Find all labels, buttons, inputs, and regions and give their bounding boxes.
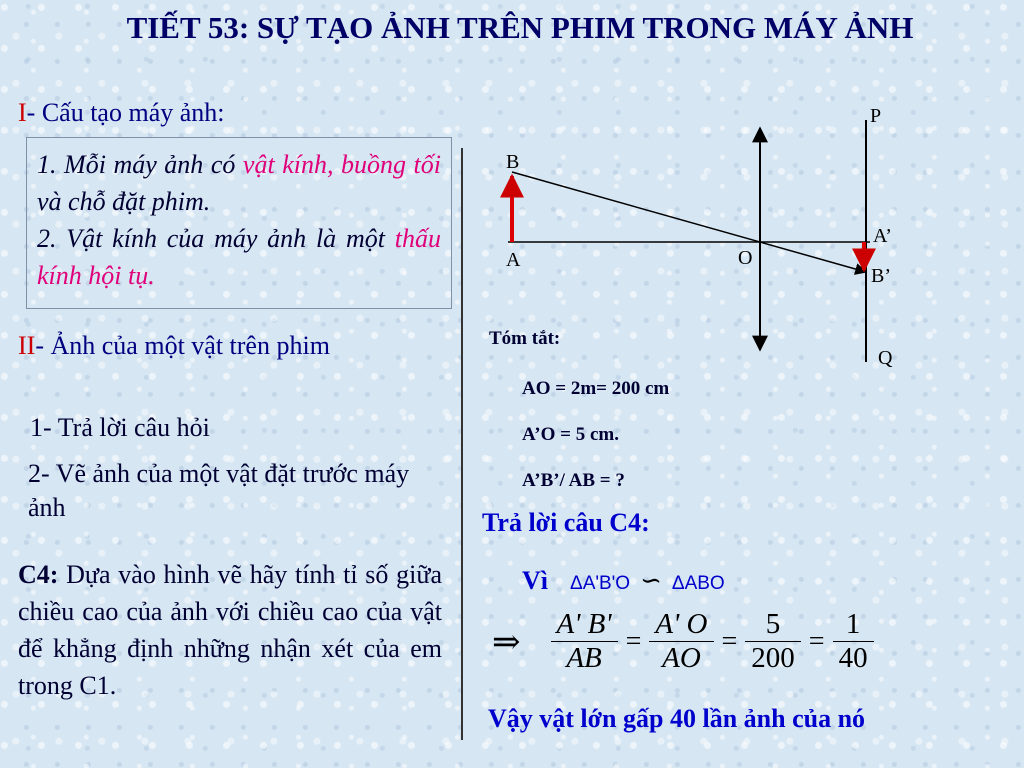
fraction-denominator: AB bbox=[566, 642, 602, 674]
box-statement-2 bbox=[37, 220, 441, 294]
implies-symbol: ⇒ bbox=[492, 623, 521, 661]
light-ray bbox=[512, 172, 866, 272]
label-B-prime: B’ bbox=[871, 265, 891, 287]
fraction-denominator: AO bbox=[662, 642, 701, 674]
section-1-text: - Cấu tạo máy ảnh: bbox=[26, 98, 225, 127]
fraction-distances bbox=[649, 608, 713, 675]
fraction-denominator: 200 bbox=[751, 642, 795, 674]
column-divider bbox=[461, 148, 463, 740]
fraction-numerator: 5 bbox=[745, 608, 801, 642]
section-1-heading bbox=[18, 96, 225, 130]
fraction-numerator: A' O bbox=[649, 608, 713, 642]
label-Q: Q bbox=[878, 347, 893, 369]
equals-sign: = bbox=[625, 625, 642, 657]
box-text: và chỗ đặt phim. bbox=[37, 187, 211, 216]
summary-line-2: A’O = 5 cm. bbox=[522, 424, 620, 445]
similar-symbol: ∽ bbox=[640, 566, 662, 595]
equals-sign: = bbox=[721, 625, 738, 657]
box-highlight: vật kính, buồng tối bbox=[242, 150, 441, 179]
label-O: O bbox=[738, 247, 753, 269]
fraction-values bbox=[745, 608, 801, 675]
triangle-image: ΔA'B'O bbox=[570, 573, 631, 594]
c4-label: C4: bbox=[18, 560, 59, 589]
triangle-object: ΔABO bbox=[671, 573, 725, 594]
section-2-number: II bbox=[18, 331, 36, 360]
fraction-denominator: 40 bbox=[838, 642, 868, 674]
label-B: B bbox=[506, 151, 520, 173]
c4-question bbox=[18, 556, 442, 704]
equals-sign: = bbox=[808, 625, 825, 657]
answer-heading: Trả lời câu C4: bbox=[482, 508, 650, 537]
box-highlight: thấu kính hội tụ. bbox=[37, 224, 441, 290]
section-2-text: - Ảnh của một vật trên phim bbox=[35, 331, 330, 360]
fraction-numerator: A' B' bbox=[551, 608, 618, 642]
box-statement-1 bbox=[37, 146, 441, 220]
label-A: A bbox=[506, 249, 521, 271]
section-1-number: I bbox=[18, 98, 27, 127]
box-text: 1. Mỗi máy ảnh có bbox=[37, 150, 243, 179]
section-2-heading bbox=[18, 329, 398, 363]
page-title: TIẾT 53: SỰ TẠO ẢNH TRÊN PHIM TRONG MÁY ẢNH bbox=[126, 10, 914, 45]
summary-line-3: A’B’/ AB = ? bbox=[522, 470, 625, 491]
box-text: 2. Vật kính của máy ảnh là một bbox=[37, 224, 395, 253]
fraction-numerator: 1 bbox=[833, 608, 874, 642]
similarity-statement bbox=[522, 566, 725, 596]
because-word: Vì bbox=[522, 566, 548, 595]
label-A-prime: A’ bbox=[873, 225, 892, 247]
c4-text: Dựa vào hình vẽ hãy tính tỉ số giữa chiều cao của ảnh với chiều cao của vật để khẳng định những nhận xét của em trong C1. bbox=[18, 560, 442, 700]
camera-structure-box bbox=[26, 137, 452, 309]
fraction-image-object bbox=[551, 608, 618, 675]
item-1: 1- Trả lời câu hỏi bbox=[30, 413, 210, 442]
fraction-result bbox=[833, 608, 874, 675]
summary-label: Tóm tắt: bbox=[489, 328, 561, 349]
conclusion: Vậy vật lớn gấp 40 lần ảnh của nó bbox=[488, 704, 866, 733]
item-2: 2- Vẽ ảnh của một vật đặt trước máy ảnh bbox=[28, 459, 410, 522]
ratio-equation bbox=[492, 608, 874, 675]
label-P: P bbox=[870, 105, 882, 127]
summary-line-1: AO = 2m= 200 cm bbox=[522, 378, 670, 399]
